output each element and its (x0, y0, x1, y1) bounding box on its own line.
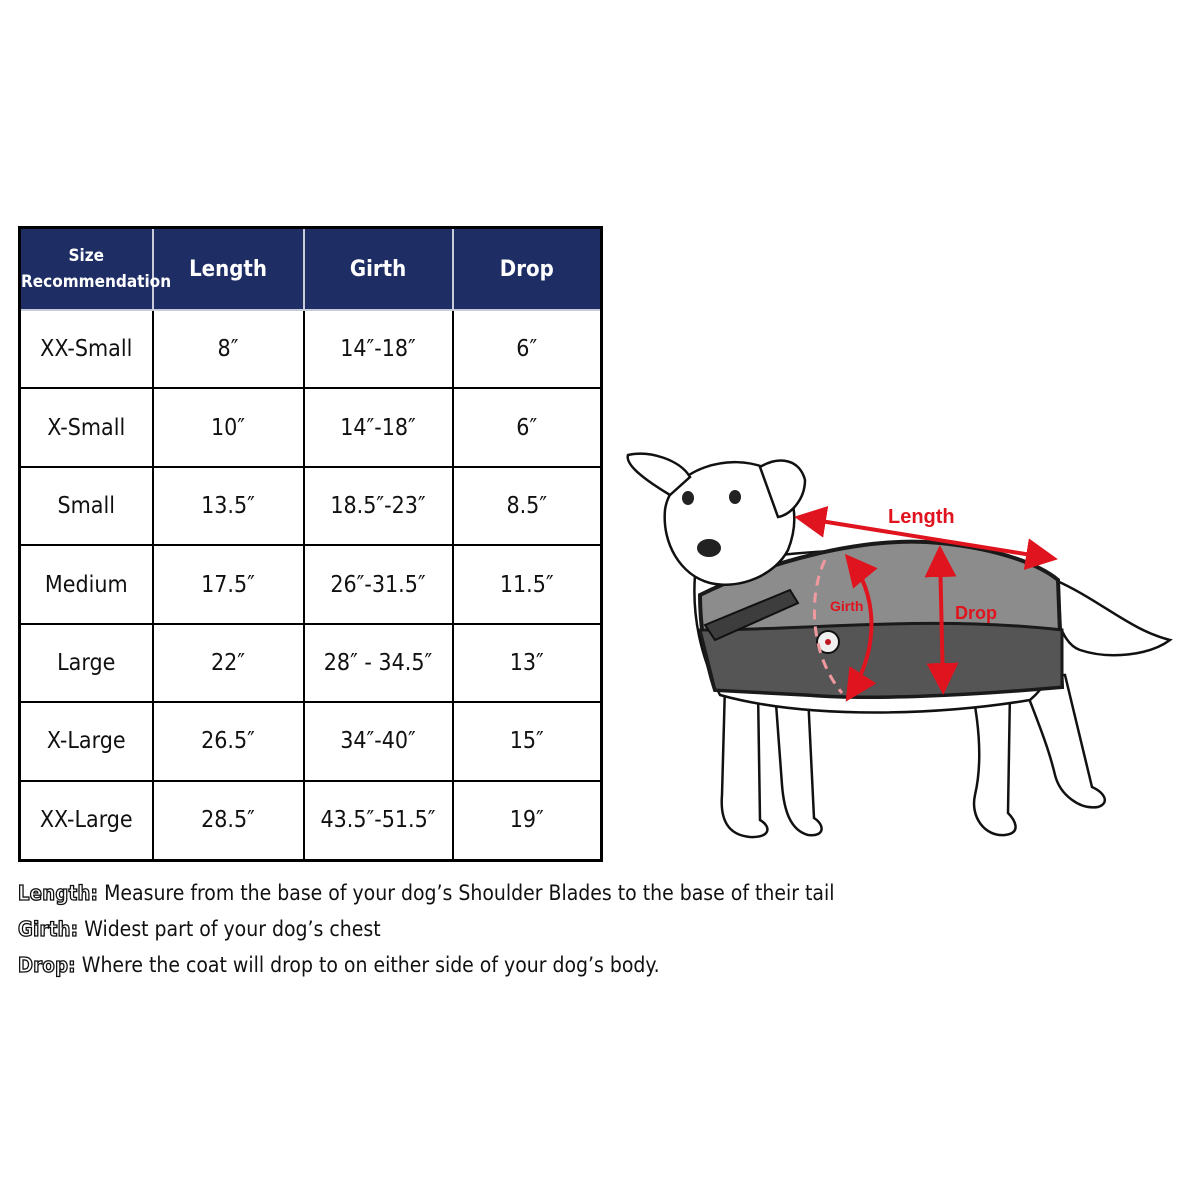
table-row (20, 310, 602, 388)
size-cell: X-Small (20, 388, 153, 466)
header-size-line1: Size (68, 246, 105, 266)
drop-cell: 19″ (453, 781, 602, 861)
size-chart-table (18, 226, 603, 862)
drop-cell: 11.5″ (453, 545, 602, 623)
legend-drop (18, 947, 778, 983)
girth-cell: 34″-40″ (304, 702, 453, 780)
length-cell: 22″ (153, 624, 304, 702)
table-row (20, 781, 602, 861)
length-cell: 17.5″ (153, 545, 304, 623)
table-row (20, 702, 602, 780)
girth-cell: 14″-18″ (304, 310, 453, 388)
measurement-legend (18, 875, 835, 983)
header-girth: Girth (304, 228, 453, 311)
dog-eye-right (729, 490, 741, 504)
legend-text: Where the coat will drop to on either side of your dog’s body. (81, 953, 660, 977)
drop-cell: 6″ (453, 310, 602, 388)
drop-cell: 15″ (453, 702, 602, 780)
table-row (20, 545, 602, 623)
table-row (20, 467, 602, 545)
legend-text: Widest part of your dog’s chest (84, 917, 381, 941)
drop-cell: 13″ (453, 624, 602, 702)
size-cell: Medium (20, 545, 153, 623)
header-length: Length (153, 228, 304, 311)
dog-nose (697, 539, 721, 557)
size-cell: XX-Small (20, 310, 153, 388)
table-row (20, 624, 602, 702)
header-size-recommendation (20, 228, 172, 311)
length-cell: 10″ (153, 388, 304, 466)
girth-cell: 43.5″-51.5″ (304, 781, 453, 861)
size-cell: Small (20, 467, 153, 545)
size-cell: XX-Large (20, 781, 153, 861)
legend-girth (18, 911, 778, 947)
length-cell: 26.5″ (153, 702, 304, 780)
size-cell: X-Large (20, 702, 153, 780)
legend-length (18, 875, 835, 911)
size-cell: Large (20, 624, 153, 702)
girth-cell: 26″-31.5″ (304, 545, 453, 623)
drop-cell: 6″ (453, 388, 602, 466)
table-row (20, 388, 602, 466)
coat-lower-panel (700, 623, 1062, 697)
dog-tail (1055, 580, 1170, 655)
girth-cell: 28″ - 34.5″ (304, 624, 453, 702)
dog-coat-diagram (610, 425, 1190, 865)
header-drop: Drop (453, 228, 602, 311)
table-body (20, 310, 602, 861)
length-label: Length (888, 506, 955, 528)
length-cell: 8″ (153, 310, 304, 388)
dog-eye-left (682, 491, 694, 505)
legend-term: Girth: (18, 917, 79, 941)
drop-label: Drop (955, 603, 997, 623)
length-cell: 13.5″ (153, 467, 304, 545)
drop-cell: 8.5″ (453, 467, 602, 545)
girth-cell: 18.5″-23″ (304, 467, 453, 545)
girth-cell: 14″-18″ (304, 388, 453, 466)
header-size-line2: Recommendation (21, 272, 172, 292)
girth-label: Girth (830, 598, 864, 614)
length-cell: 28.5″ (153, 781, 304, 861)
legend-text: Measure from the base of your dog’s Shoulder Blades to the base of their tail (104, 881, 835, 905)
legend-term: Length: (18, 881, 99, 905)
legend-term: Drop: (18, 953, 76, 977)
table-header (20, 228, 602, 311)
